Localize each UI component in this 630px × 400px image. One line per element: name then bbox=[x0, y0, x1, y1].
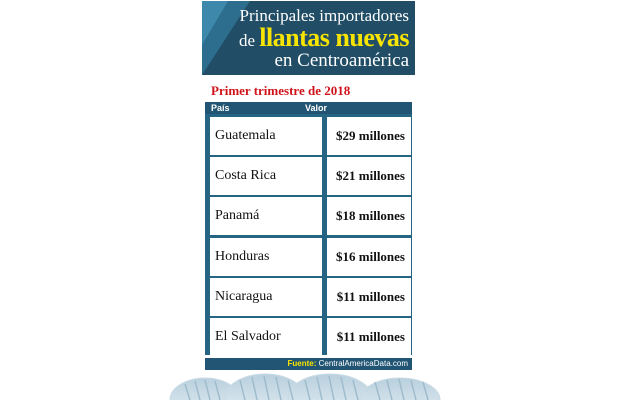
table-cell-value: $11 millones bbox=[327, 278, 411, 316]
source-label: Fuente: bbox=[287, 359, 317, 368]
table-cell-value: $16 millones bbox=[327, 238, 411, 276]
column-header-country: País bbox=[211, 103, 230, 113]
infographic-card bbox=[202, 1, 415, 400]
table-cell-value: $21 millones bbox=[327, 157, 411, 195]
table-cell-country: El Salvador bbox=[210, 318, 322, 356]
table-cell-value: $18 millones bbox=[327, 197, 411, 235]
table-cell-country: Costa Rica bbox=[210, 157, 322, 195]
table-cell-value: $11 millones bbox=[327, 318, 411, 356]
table-cell-country: Guatemala bbox=[210, 117, 322, 155]
column-header-value: Valor bbox=[305, 103, 328, 113]
title-line-3: en Centroamérica bbox=[274, 50, 409, 71]
table-cell-value: $29 millones bbox=[327, 117, 411, 155]
table-cell-country: Nicaragua bbox=[210, 278, 322, 316]
header-banner bbox=[202, 1, 415, 75]
tires-illustration bbox=[160, 372, 460, 400]
subtitle: Primer trimestre de 2018 bbox=[211, 83, 351, 98]
table-cell-country: Panamá bbox=[210, 197, 322, 235]
table-cell-country: Honduras bbox=[210, 238, 322, 276]
title-line-2-prefix: de bbox=[238, 31, 255, 50]
column-header-bar bbox=[205, 102, 412, 114]
source-bar bbox=[205, 358, 412, 370]
source-value: CentralAmericaData.com bbox=[318, 359, 408, 368]
tire-shapes bbox=[170, 374, 440, 400]
title-line-2-highlight: llantas nuevas bbox=[259, 23, 409, 52]
header-decoration-inner bbox=[202, 1, 228, 45]
title-line-1: Principales importadores bbox=[239, 6, 409, 25]
data-table bbox=[205, 114, 412, 355]
